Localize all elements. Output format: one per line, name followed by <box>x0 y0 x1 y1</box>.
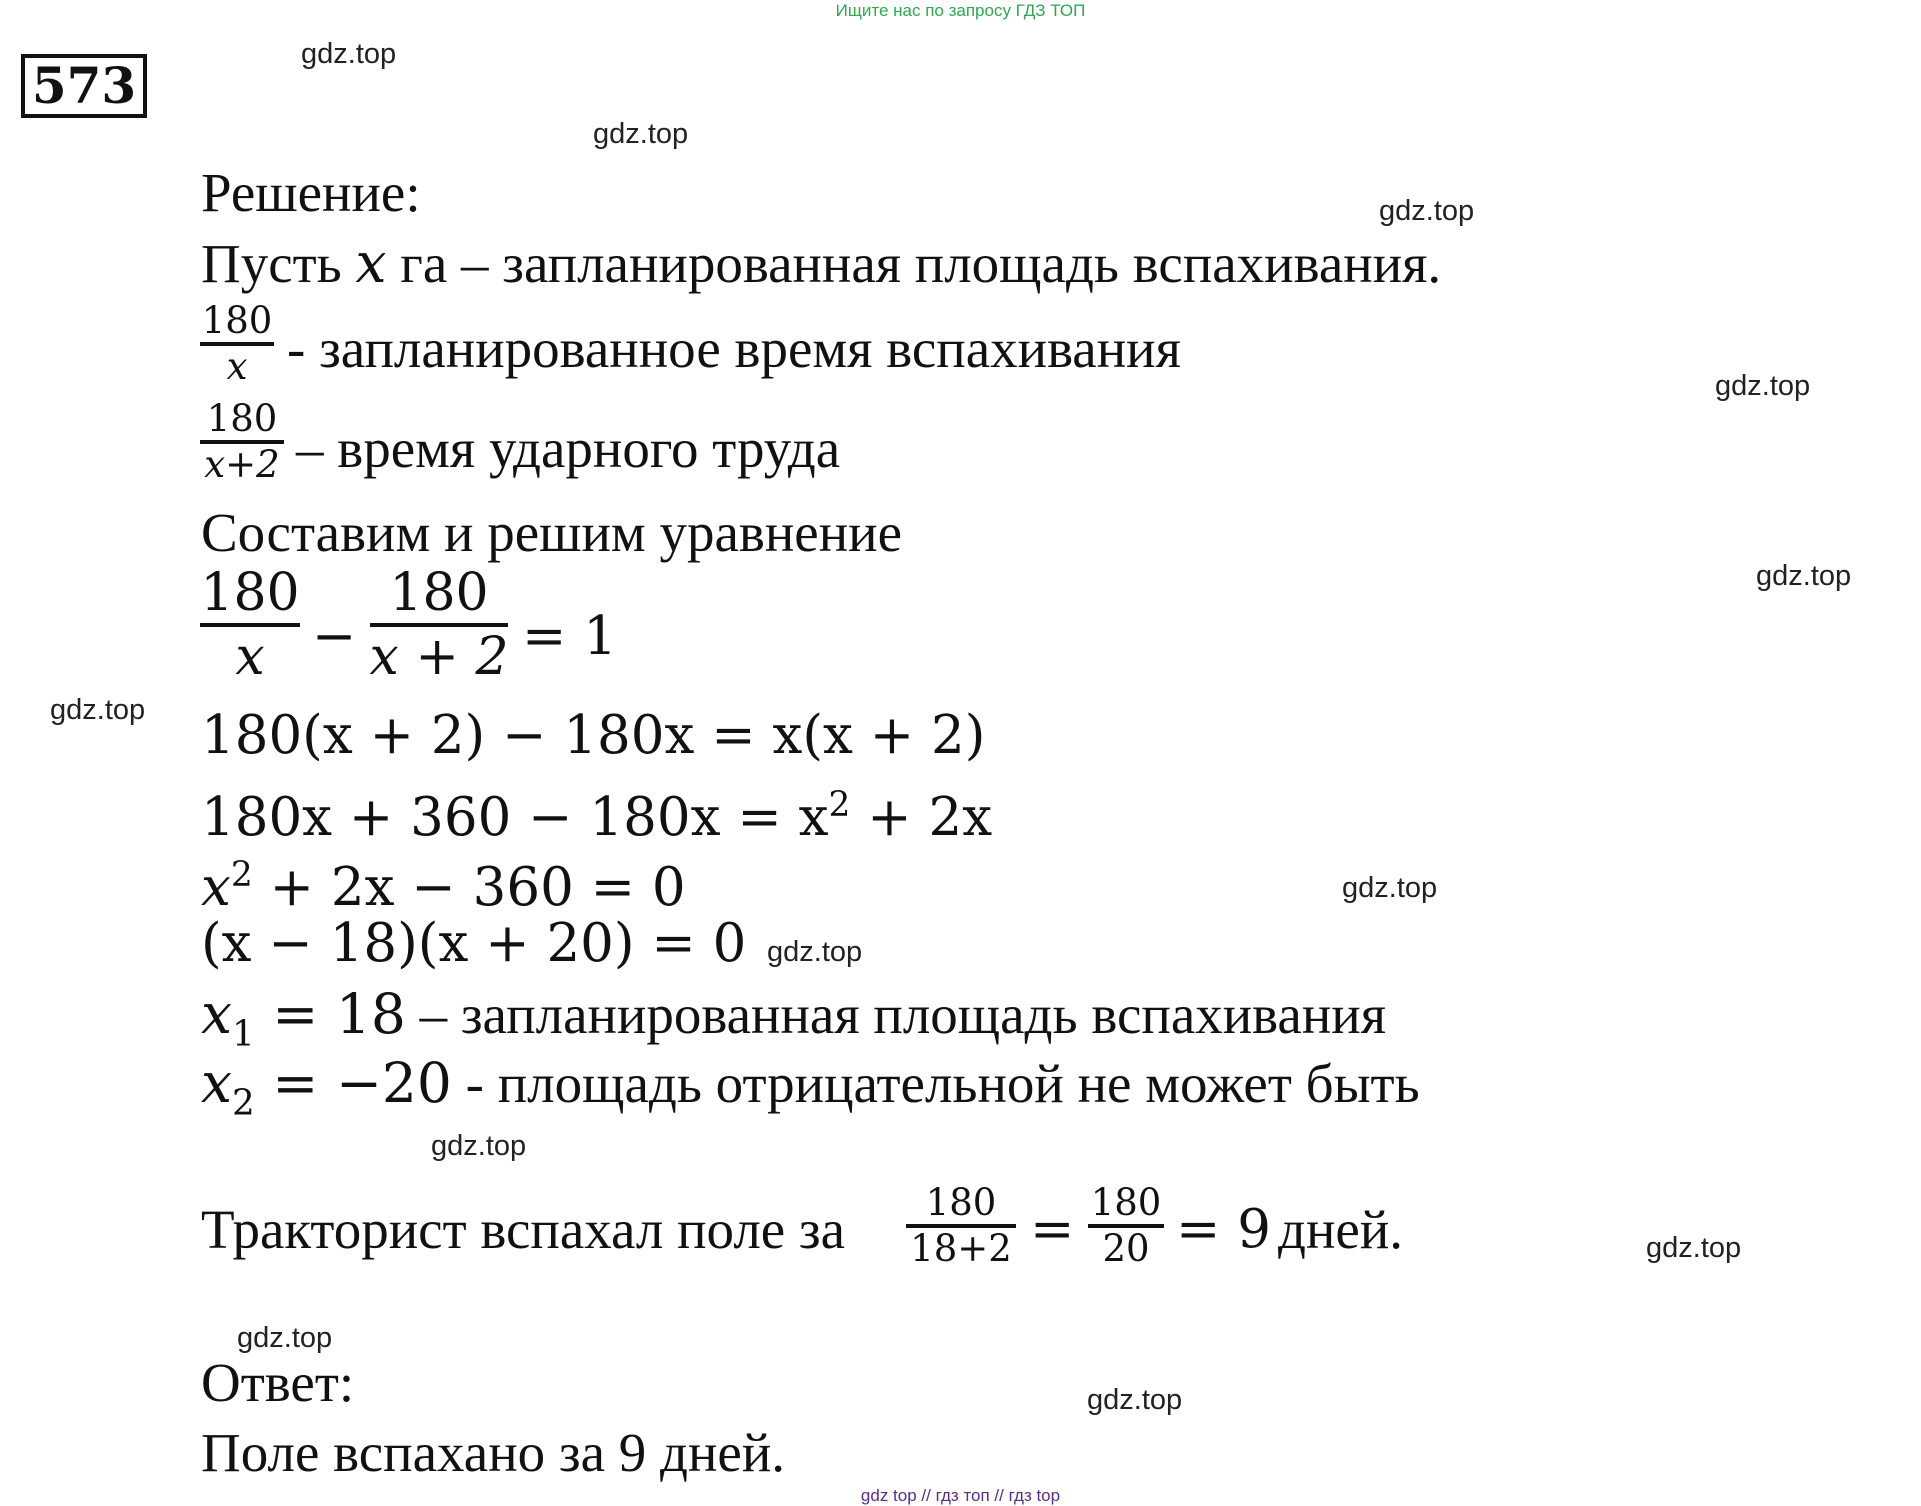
watermark: gdz.top <box>767 936 863 968</box>
result-unit: дней. <box>1278 1199 1404 1260</box>
watermark: gdz.top <box>301 38 397 70</box>
result-fraction-1: 180 18+2 <box>906 1182 1016 1270</box>
planned-time-fraction: 180 x <box>201 299 273 388</box>
watermark: gdz.top <box>593 118 689 150</box>
watermark: gdz.top <box>1087 1384 1183 1416</box>
equation-step-1: 180(x + 2) − 180x = x(x + 2) <box>201 705 986 766</box>
result-text: Тракторист вспахал поле за <box>201 1199 846 1260</box>
watermark: gdz.top <box>1379 195 1475 227</box>
result-equals-1: = <box>1030 1199 1075 1260</box>
watermark: gdz.top <box>431 1130 527 1162</box>
result-fraction-2: 180 20 <box>1088 1182 1164 1270</box>
watermark: gdz.top <box>1646 1232 1742 1264</box>
compose-equation-text: Составим и решим уравнение <box>201 502 902 563</box>
watermark: gdz.top <box>1756 560 1852 592</box>
shock-time-fraction: 180 x+2 <box>200 398 284 486</box>
shock-time-text: – время ударного труда <box>296 418 841 479</box>
answer-text: Поле вспахано за 9 дней. <box>201 1422 786 1483</box>
equation-step-4: (x − 18)(x + 20) = 0 <box>201 913 747 974</box>
equation-fraction-2: 180 x + 2 <box>369 563 509 687</box>
problem-number: 573 <box>21 54 147 118</box>
footer-links[interactable]: gdz top // гдз топ // гдз top <box>860 1486 1061 1505</box>
planned-time-text: - запланированное время вспахивания <box>287 318 1181 379</box>
root-2: $x_2 = -20$ - площадь отрицательной не может быть <box>201 1051 1420 1124</box>
root-1: $x_1 = 18$ – запланированная площадь вспахивания <box>201 982 1386 1055</box>
equation-fraction-1: 180 x <box>200 563 300 687</box>
watermark: gdz.top <box>1715 370 1811 402</box>
equation-step-2: $180x + 360 - 180x = x^2 + 2x$ <box>201 785 993 848</box>
let-statement: Пусть x га – запланированная площадь вспахивания. <box>201 231 1442 295</box>
equation-step-3: $x^2 + 2x - 360 = 0$ <box>201 855 686 918</box>
watermark: gdz.top <box>50 694 146 726</box>
equation-minus: − <box>312 606 357 667</box>
solution-heading: Решение: <box>201 162 421 223</box>
watermark: gdz.top <box>1342 872 1438 904</box>
watermark: gdz.top <box>237 1322 333 1354</box>
search-hint: Ищите нас по запросу ГДЗ ТОП <box>835 1 1086 20</box>
result-equals-2: = 9 <box>1176 1199 1271 1260</box>
answer-heading: Ответ: <box>201 1352 355 1413</box>
equation-rhs: = 1 <box>522 606 617 667</box>
